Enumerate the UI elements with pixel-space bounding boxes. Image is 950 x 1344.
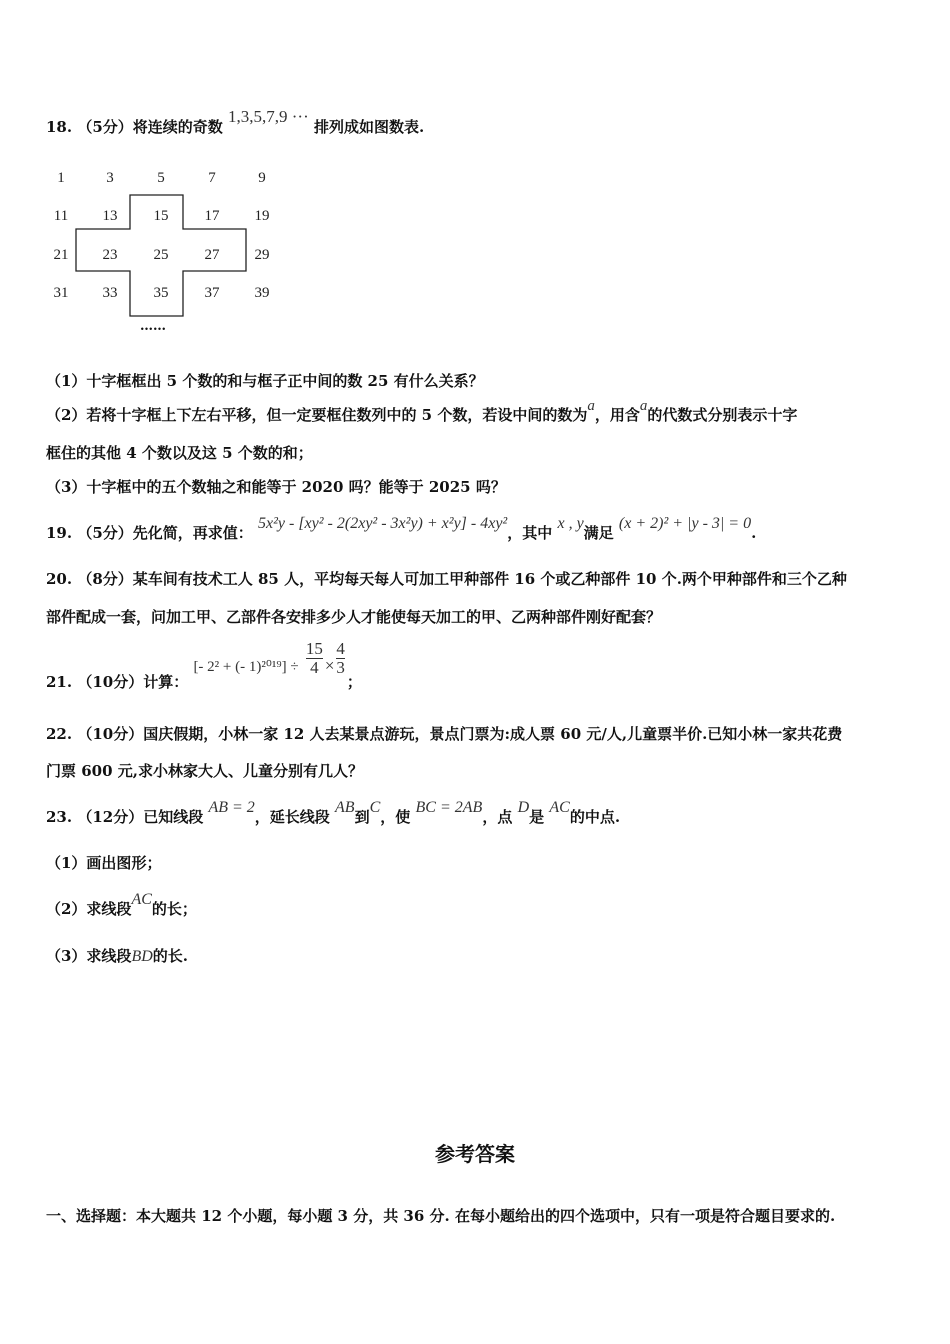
q23-prefix: 23. （12分）已知线段 [46,808,204,826]
q23-part2 [46,891,197,919]
q18-part2-line1 [46,398,798,425]
q23-p2-var: AC [131,891,152,908]
q23-part3 [46,945,188,966]
times-sign: × [324,655,335,675]
var-a-2: a [639,398,648,414]
grid-cell: 29 [254,247,270,263]
q19-stem [46,515,757,543]
q18-p2-text-c: 的代数式分别表示十字 [647,406,798,424]
grid-cell: 19 [254,208,270,224]
q19-cond-label: 满足 [583,524,614,542]
frac1-numerator: 15 [305,639,323,658]
grid-cell: 15 [153,208,169,224]
q23-p2-text-a: （2）求线段 [46,900,132,918]
grid-cell: 25 [153,247,169,263]
frac1-denominator: 4 [310,658,319,677]
grid-ellipsis: …… [140,319,166,334]
q22-line2: 门票 600 元,求小林家大人、儿童分别有几人？ [46,762,363,780]
q23-stem [46,799,621,827]
q23-t4: ，点 [482,808,513,826]
grid-cell: 33 [102,285,118,301]
q18-part1: （1）十字框框出 5 个数的和与框子正中间的数 25 有什么关系？ [46,372,484,390]
q23-ab-eq: AB = 2 [208,799,255,816]
q23-t1: ，延长线段 [254,808,330,826]
grid-cell: 5 [157,170,165,186]
q18-suffix: 排列成如图数表. [313,118,425,136]
q18-prefix: 18. （5分）将连续的奇数 [46,118,223,136]
grid-cell: 9 [258,170,266,186]
q23-c: C [369,799,381,816]
grid-cell: 3 [106,170,114,186]
grid-cell: 21 [53,247,69,263]
q23-t3: ，使 [380,808,411,826]
grid-cell: 39 [254,285,270,301]
q19-vars: x , y [557,515,584,532]
q18-number-grid [40,165,280,345]
grid-cell: 27 [204,247,220,263]
answers-section1: 一、选择题：本大题共 12 个小题，每小题 3 分，共 36 分. 在每小题给出的四个选项中，只有一项是符合题目要求的. [46,1207,836,1225]
q18-part2-line2: 框住的其他 4 个数以及这 5 个数的和； [46,444,313,462]
q23-p3-text-b: 的长. [152,947,189,965]
q20-line2: 部件配成一套，问加工甲、乙部件各安排多少人才能使每天加工的甲、乙两种部件刚好配套？ [46,608,662,626]
q18-part3: （3）十字框中的五个数轴之和能等于 2020 吗？能等于 2025 吗？ [46,478,506,496]
q22-line1: 22. （10分）国庆假期，小林一家 12 人去某景点游玩，景点门票为:成人票 60 元/人,儿童票半价.已知小林一家共花费 [46,725,843,743]
q21-prefix: 21. （10分）计算： [46,672,189,691]
grid-cell: 35 [153,285,169,301]
q23-p2-text-b: 的长； [151,900,197,918]
q23-t5: 是 [529,808,545,826]
q19-condition: (x + 2)² + |y - 3| = 0 [618,515,752,532]
grid-cell: 37 [204,285,220,301]
q23-t2: 到 [354,808,370,826]
q23-bc-eq: BC = 2AB [415,799,483,816]
grid-cell: 17 [204,208,220,224]
q21-stem [46,639,362,691]
q23-p3-var: BD [131,948,153,965]
q23-part1: （1）画出图形； [46,854,162,872]
frac2-denominator: 3 [336,658,345,677]
q21-expression: [- 2² + (- 1)²⁰¹⁹] ÷ [193,658,299,675]
grid-cell: 11 [53,208,69,224]
q23-d: D [517,799,530,816]
q23-ab: AB [335,799,355,816]
q19-expression: 5x²y - [xy² - 2(2xy² - 3x²y) + x²y] - 4xy² [258,515,508,532]
q21-end: ； [346,672,362,691]
grid-cell: 1 [57,170,65,186]
q18-p2-text-b: ，用含 [594,406,640,424]
q18-sequence: 1,3,5,7,9 ··· [228,107,309,126]
var-a: a [587,398,595,414]
q19-prefix: 19. （5分）先化简，再求值： [46,524,253,542]
grid-cell: 7 [208,170,216,186]
grid-cell: 13 [102,208,118,224]
q18-stem [46,107,425,137]
answers-title: 参考答案 [435,1142,515,1166]
q19-mid: ，其中 [507,524,553,542]
q23-p3-text-a: （3）求线段 [46,947,132,965]
frac2-numerator: 4 [336,639,345,658]
q21-fraction-1 [306,640,323,677]
q21-fraction-2 [336,640,345,677]
q19-end: . [751,524,757,542]
q20-line1: 20. （8分）某车间有技术工人 85 人，平均每天每人可加工甲种部件 16 个或乙种部件 10 个.两个甲种部件和三个乙种 [46,570,847,588]
q23-t6: 的中点. [569,808,621,826]
q23-ac: AC [549,799,570,816]
grid-cell: 23 [102,247,118,263]
q18-p2-text-a: （2）若将十字框上下左右平移，但一定要框住数列中的 5 个数，若设中间的数为 [46,406,588,424]
grid-cell: 31 [53,285,69,301]
